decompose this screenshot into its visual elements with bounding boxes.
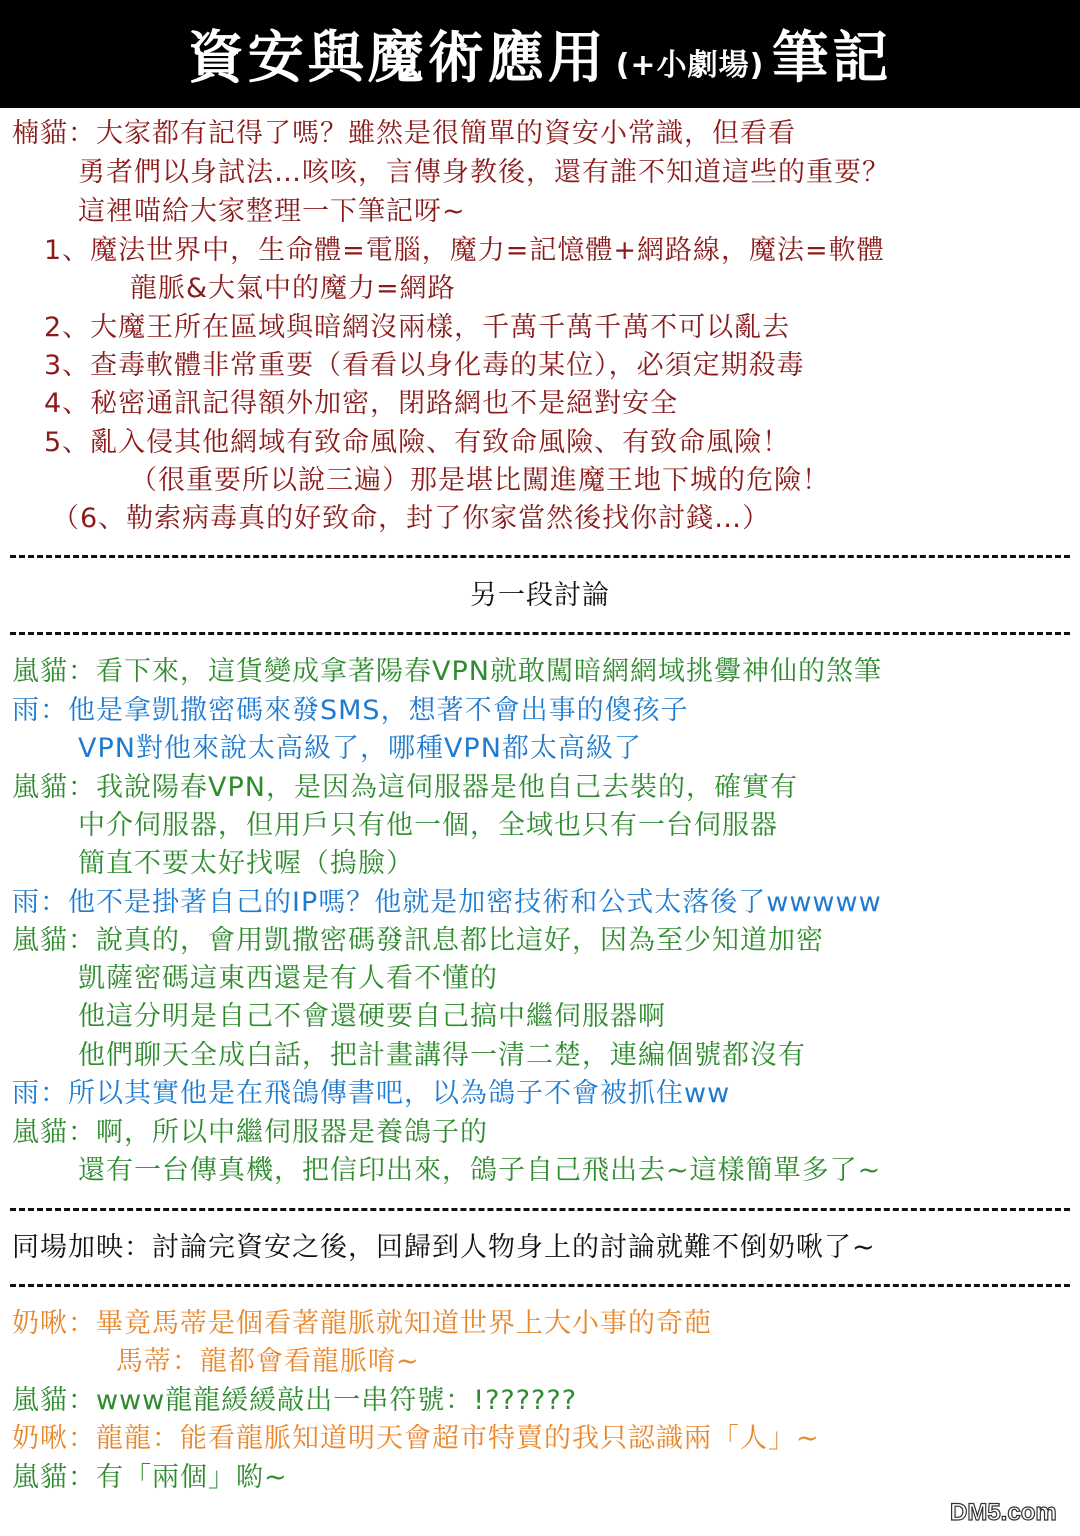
bonus-line: 奶啾：龍龍：能看龍脈知道明天會超市特賣的我只認識兩「人」~ (12, 1423, 820, 1454)
dialogue-line: 簡直不要太好找喔（摀臉） (78, 848, 414, 879)
bonus-line: 嵐貓：有「兩個」喲~ (12, 1462, 288, 1493)
dialogue-line: 中介伺服器，但用戶只有他一個，全域也只有一台伺服器 (78, 810, 778, 841)
dialogue-line: 他們聊天全成白話，把計畫講得一清二楚，連編個號都沒有 (78, 1040, 806, 1071)
note-line: 4、秘密通訊記得額外加密，閉路網也不是絕對安全 (44, 388, 679, 419)
note-line: 這裡喵給大家整理一下筆記呀~ (78, 196, 466, 227)
title-main-b: 筆記 (772, 26, 893, 91)
dialogue-line: VPN對他來說太高級了，哪種VPN都太高級了 (78, 733, 642, 764)
dialogue-line: 嵐貓：看下來，這貨變成拿著陽春VPN就敢闖暗網網域挑釁神仙的煞筆 (12, 656, 882, 687)
dm5-logo (948, 1496, 1066, 1526)
note-line: （很重要所以說三遍）那是堪比闖進魔王地下城的危險！ (130, 465, 830, 496)
dialogue-line: 雨：他不是掛著自己的IP嗎？他就是加密技術和公式太落後了wwwww (12, 887, 882, 918)
dialogue-line: 還有一台傳真機，把信印出來，鴿子自己飛出去~這樣簡單多了~ (78, 1155, 882, 1186)
title-subtitle: (+小劇場) (615, 47, 765, 83)
note-line: 楠貓：大家都有記得了嗎？雖然是很簡單的資安小常識，但看看 (12, 118, 796, 149)
dialogue-line: 嵐貓：我說陽春VPN，是因為這伺服器是他自己去裝的，確實有 (12, 772, 798, 803)
note-line: 5、亂入侵其他網域有致命風險、有致命風險、有致命風險！ (44, 427, 791, 458)
logo-text: DM5.com (950, 1499, 1057, 1526)
dashed-divider (10, 555, 1070, 558)
section-heading: 另一段討論 (470, 580, 610, 611)
title-main-a: 資安與魔術應用 (187, 26, 608, 91)
note-line: 3、查毒軟體非常重要（看看以身化毒的某位），必須定期殺毒 (44, 350, 805, 381)
dialogue-line: 他這分明是自己不會還硬要自己搞中繼伺服器啊 (78, 1001, 666, 1032)
bonus-line: 馬蒂：龍都會看龍脈唷~ (116, 1346, 420, 1377)
title-banner (0, 0, 1080, 108)
bonus-line: 奶啾：畢竟馬蒂是個看著龍脈就知道世界上大小事的奇葩 (12, 1308, 712, 1339)
dashed-divider (10, 1284, 1070, 1287)
page-title (188, 14, 893, 94)
dialogue-line: 雨：他是拿凱撒密碼來發SMS，想著不會出事的傻孩子 (12, 695, 689, 726)
dialogue-line: 嵐貓：說真的，會用凱撒密碼發訊息都比這好，因為至少知道加密 (12, 925, 824, 956)
note-line: 勇者們以身試法…咳咳，言傳身教後，還有誰不知道這些的重要？ (78, 157, 890, 188)
dashed-divider (10, 1208, 1070, 1211)
note-line: 龍脈&大氣中的魔力=網路 (130, 273, 456, 304)
bonus-line: 嵐貓：www龍龍緩緩敲出一串符號：!?????? (12, 1385, 578, 1416)
note-line: 1、魔法世界中，生命體=電腦，魔力=記憶體+網路線，魔法=軟體 (44, 235, 885, 266)
bonus-intro: 同場加映：討論完資安之後，回歸到人物身上的討論就難不倒奶啾了~ (12, 1232, 876, 1263)
note-line: （6、勒索病毒真的好致命，封了你家當然後找你討錢…） (52, 503, 771, 534)
dashed-divider (10, 632, 1070, 635)
note-line: 2、大魔王所在區域與暗網沒兩樣，千萬千萬千萬不可以亂去 (44, 312, 791, 343)
dialogue-line: 雨：所以其實他是在飛鴿傳書吧，以為鴿子不會被抓住ww (12, 1078, 731, 1109)
dialogue-line: 凱薩密碼這東西還是有人看不懂的 (78, 963, 498, 994)
dialogue-line: 嵐貓：啊，所以中繼伺服器是養鴿子的 (12, 1117, 488, 1148)
